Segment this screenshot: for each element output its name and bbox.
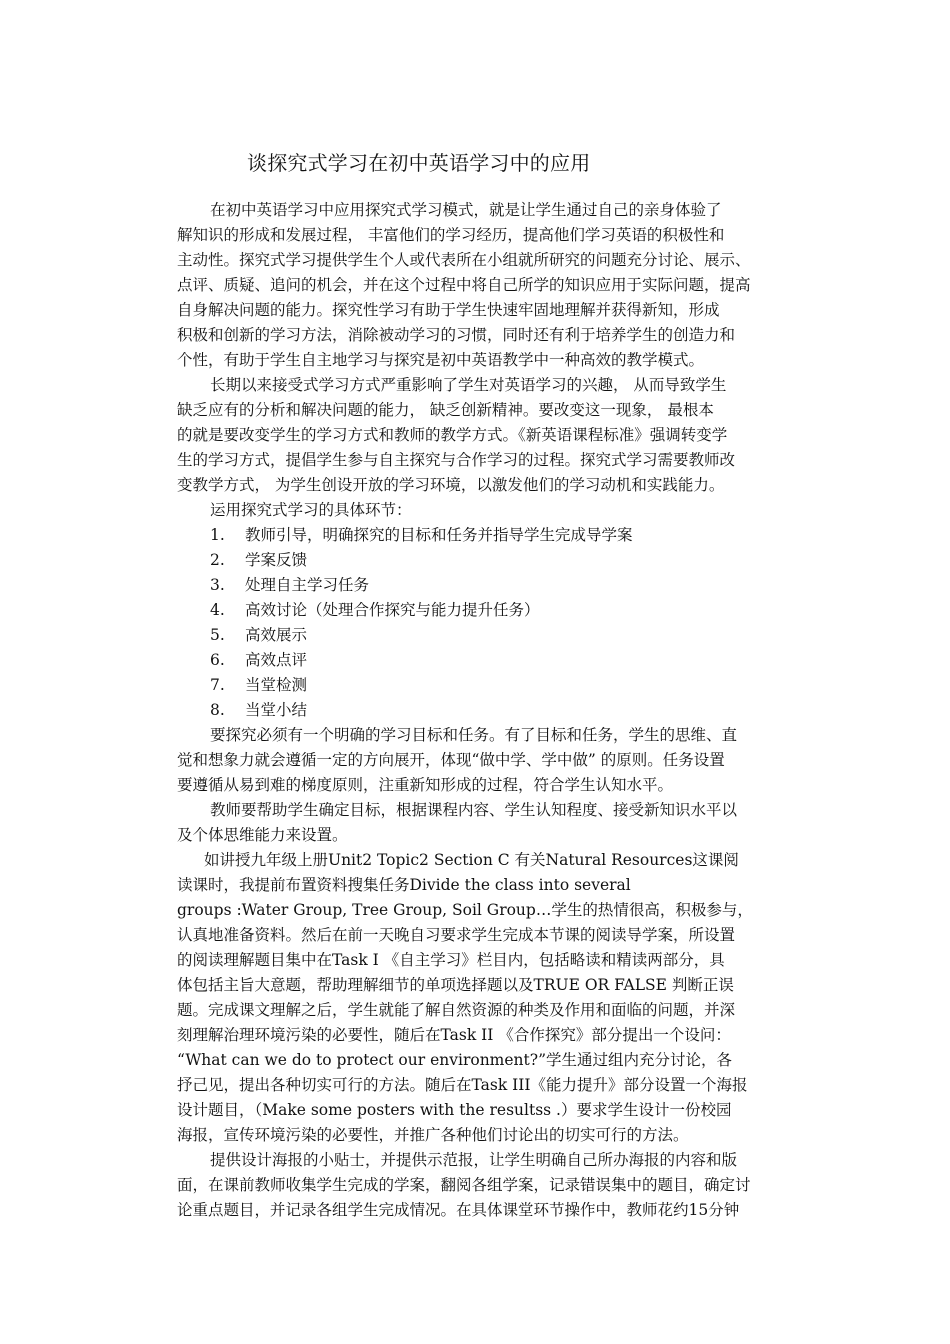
list-item-text: 高效点评 (245, 651, 308, 669)
paragraph-line: 教师要帮助学生确定目标，根据课程内容、学生认知程度、接受新知识水平以 (210, 801, 738, 819)
paragraph-line: 认真地准备资料。然后在前一天晚自习要求学生完成本节课的阅读导学案，所设置 (177, 926, 736, 944)
paragraph-6 (177, 1148, 787, 1223)
paragraph-line: 及个体思维能力来设置。 (177, 826, 348, 844)
list-item-text: 处理自主学习任务 (245, 576, 370, 594)
paragraph-line: 解知识的形成和发展过程， 丰富他们的学习经历，提高他们学习英语的积极性和 (177, 226, 725, 244)
list-item-number: 3. (210, 576, 225, 594)
paragraph-line: groups :Water Group, Tree Group, Soil Group…学生的热情很高，积极参与， (177, 901, 753, 919)
document-body (177, 198, 787, 1223)
list-item-number: 4. (210, 601, 225, 619)
list-item-text: 教师引导，明确探究的目标和任务并指导学生完成导学案 (245, 526, 633, 544)
paragraph-1 (177, 198, 787, 373)
paragraph-line: 长期以来接受式学习方式严重影响了学生对英语学习的兴趣， 从而导致学生 (210, 376, 727, 394)
paragraph-line: “What can we do to protect our environment?”学生通过组内充分讨论，各 (177, 1051, 732, 1069)
paragraph-line: 在初中英语学习中应用探究式学习模式，就是让学生通过自己的亲身体验了 (210, 201, 722, 219)
paragraph-line: 要探究必须有一个明确的学习目标和任务。有了目标和任务，学生的思维、直 (210, 726, 738, 744)
list-item-text: 高效讨论（处理合作探究与能力提升任务） (245, 601, 540, 619)
paragraph-line: 提供设计海报的小贴士，并提供示范报，让学生明确自己所办海报的内容和版 (210, 1151, 738, 1169)
paragraph-line: 要遵循从易到难的梯度原则，注重新知形成的过程，符合学生认知水平。 (177, 776, 674, 794)
paragraph-line: 如讲授九年级上册Unit2 Topic2 Section C 有关Natural Resources这课阅 (204, 851, 739, 869)
document-title: 谈探究式学习在初中英语学习中的应用 (247, 151, 591, 175)
list-item (177, 548, 787, 573)
paragraph-line: 读课时，我提前布置资料搜集任务Divide the class into several (177, 876, 631, 894)
list-item-text: 当堂小结 (245, 701, 308, 719)
paragraph-3 (177, 723, 787, 798)
list-item (177, 598, 787, 623)
paragraph-4 (177, 798, 787, 848)
list-item (177, 673, 787, 698)
list-item-text: 高效展示 (245, 626, 308, 644)
paragraph-line: 自身解决问题的能力。探究性学习有助于学生快速牢固地理解并获得新知，形成 (177, 301, 720, 319)
list-item (177, 623, 787, 648)
list-item-number: 1. (210, 526, 225, 544)
paragraph-line: 个性，有助于学生自主地学习与探究是初中英语教学中一种高效的教学模式。 (177, 351, 705, 369)
list-item-number: 5. (210, 626, 225, 644)
paragraph-line: 题。完成课文理解之后，学生就能了解自然资源的种类及作用和面临的问题，并深 (177, 1001, 736, 1019)
paragraph-line: 抒己见，提出各种切实可行的方法。随后在Task III《能力提升》部分设置一个海报 (177, 1076, 748, 1094)
paragraph-line: 点评、质疑、追问的机会，并在这个过程中将自己所学的知识应用于实际问题，提高 (177, 276, 751, 294)
list-item-number: 7. (210, 676, 225, 694)
paragraph-line: 主动性。探究式学习提供学生个人或代表所在小组就所研究的问题充分讨论、展示、 (177, 251, 751, 269)
paragraph-line: 变教学方式， 为学生创设开放的学习环境，以激发他们的学习动机和实践能力。 (177, 476, 725, 494)
paragraph-line: 生的学习方式，提倡学生参与自主探究与合作学习的过程。探究式学习需要教师改 (177, 451, 736, 469)
paragraph-line: 积极和创新的学习方法，消除被动学习的习惯，同时还有利于培养学生的创造力和 (177, 326, 736, 344)
paragraph-line: 论重点题目，并记录各组学生完成情况。在具体课堂环节操作中，教师花约15分钟 (177, 1201, 740, 1219)
paragraph-line: 觉和想象力就会遵循一定的方向展开，体现“做中学、学中做” 的原则。任务设置 (177, 751, 725, 769)
list-item (177, 573, 787, 598)
list-item (177, 648, 787, 673)
list-intro: 运用探究式学习的具体环节： (210, 501, 412, 519)
list-item-number: 2. (210, 551, 225, 569)
paragraph-line: 海报，宣传环境污染的必要性，并推广各种他们讨论出的切实可行的方法。 (177, 1126, 689, 1144)
paragraph-line: 缺乏应有的分析和解决问题的能力， 缺乏创新精神。要改变这一现象， 最根本 (177, 401, 714, 419)
list-item-text: 学案反馈 (245, 551, 308, 569)
list-item-number: 8. (210, 701, 225, 719)
paragraph-2 (177, 373, 787, 498)
paragraph-line: 设计题目，（Make some posters with the resultss .）要求学生设计一份校园 (177, 1101, 732, 1119)
list-item-number: 6. (210, 651, 225, 669)
list-item (177, 698, 787, 723)
list-item (177, 523, 787, 548)
paragraph-line: 刻理解治理环境污染的必要性，随后在Task II 《合作探究》部分提出一个设问： (177, 1026, 731, 1044)
paragraph-line: 的阅读理解题目集中在Task I 《自主学习》栏目内，包括略读和精读两部分，具 (177, 951, 725, 969)
paragraph-line: 面，在课前教师收集学生完成的学案，翻阅各组学案，记录错误集中的题目，确定讨 (177, 1176, 751, 1194)
paragraph-line: 体包括主旨大意题，帮助理解细节的单项选择题以及TRUE OR FALSE 判断正误 (177, 976, 734, 994)
steps-list (177, 523, 787, 723)
paragraph-line: 的就是要改变学生的学习方式和教师的教学方式。《新英语课程标准》强调转变学 (177, 426, 728, 444)
list-item-text: 当堂检测 (245, 676, 308, 694)
paragraph-5 (177, 848, 787, 1148)
